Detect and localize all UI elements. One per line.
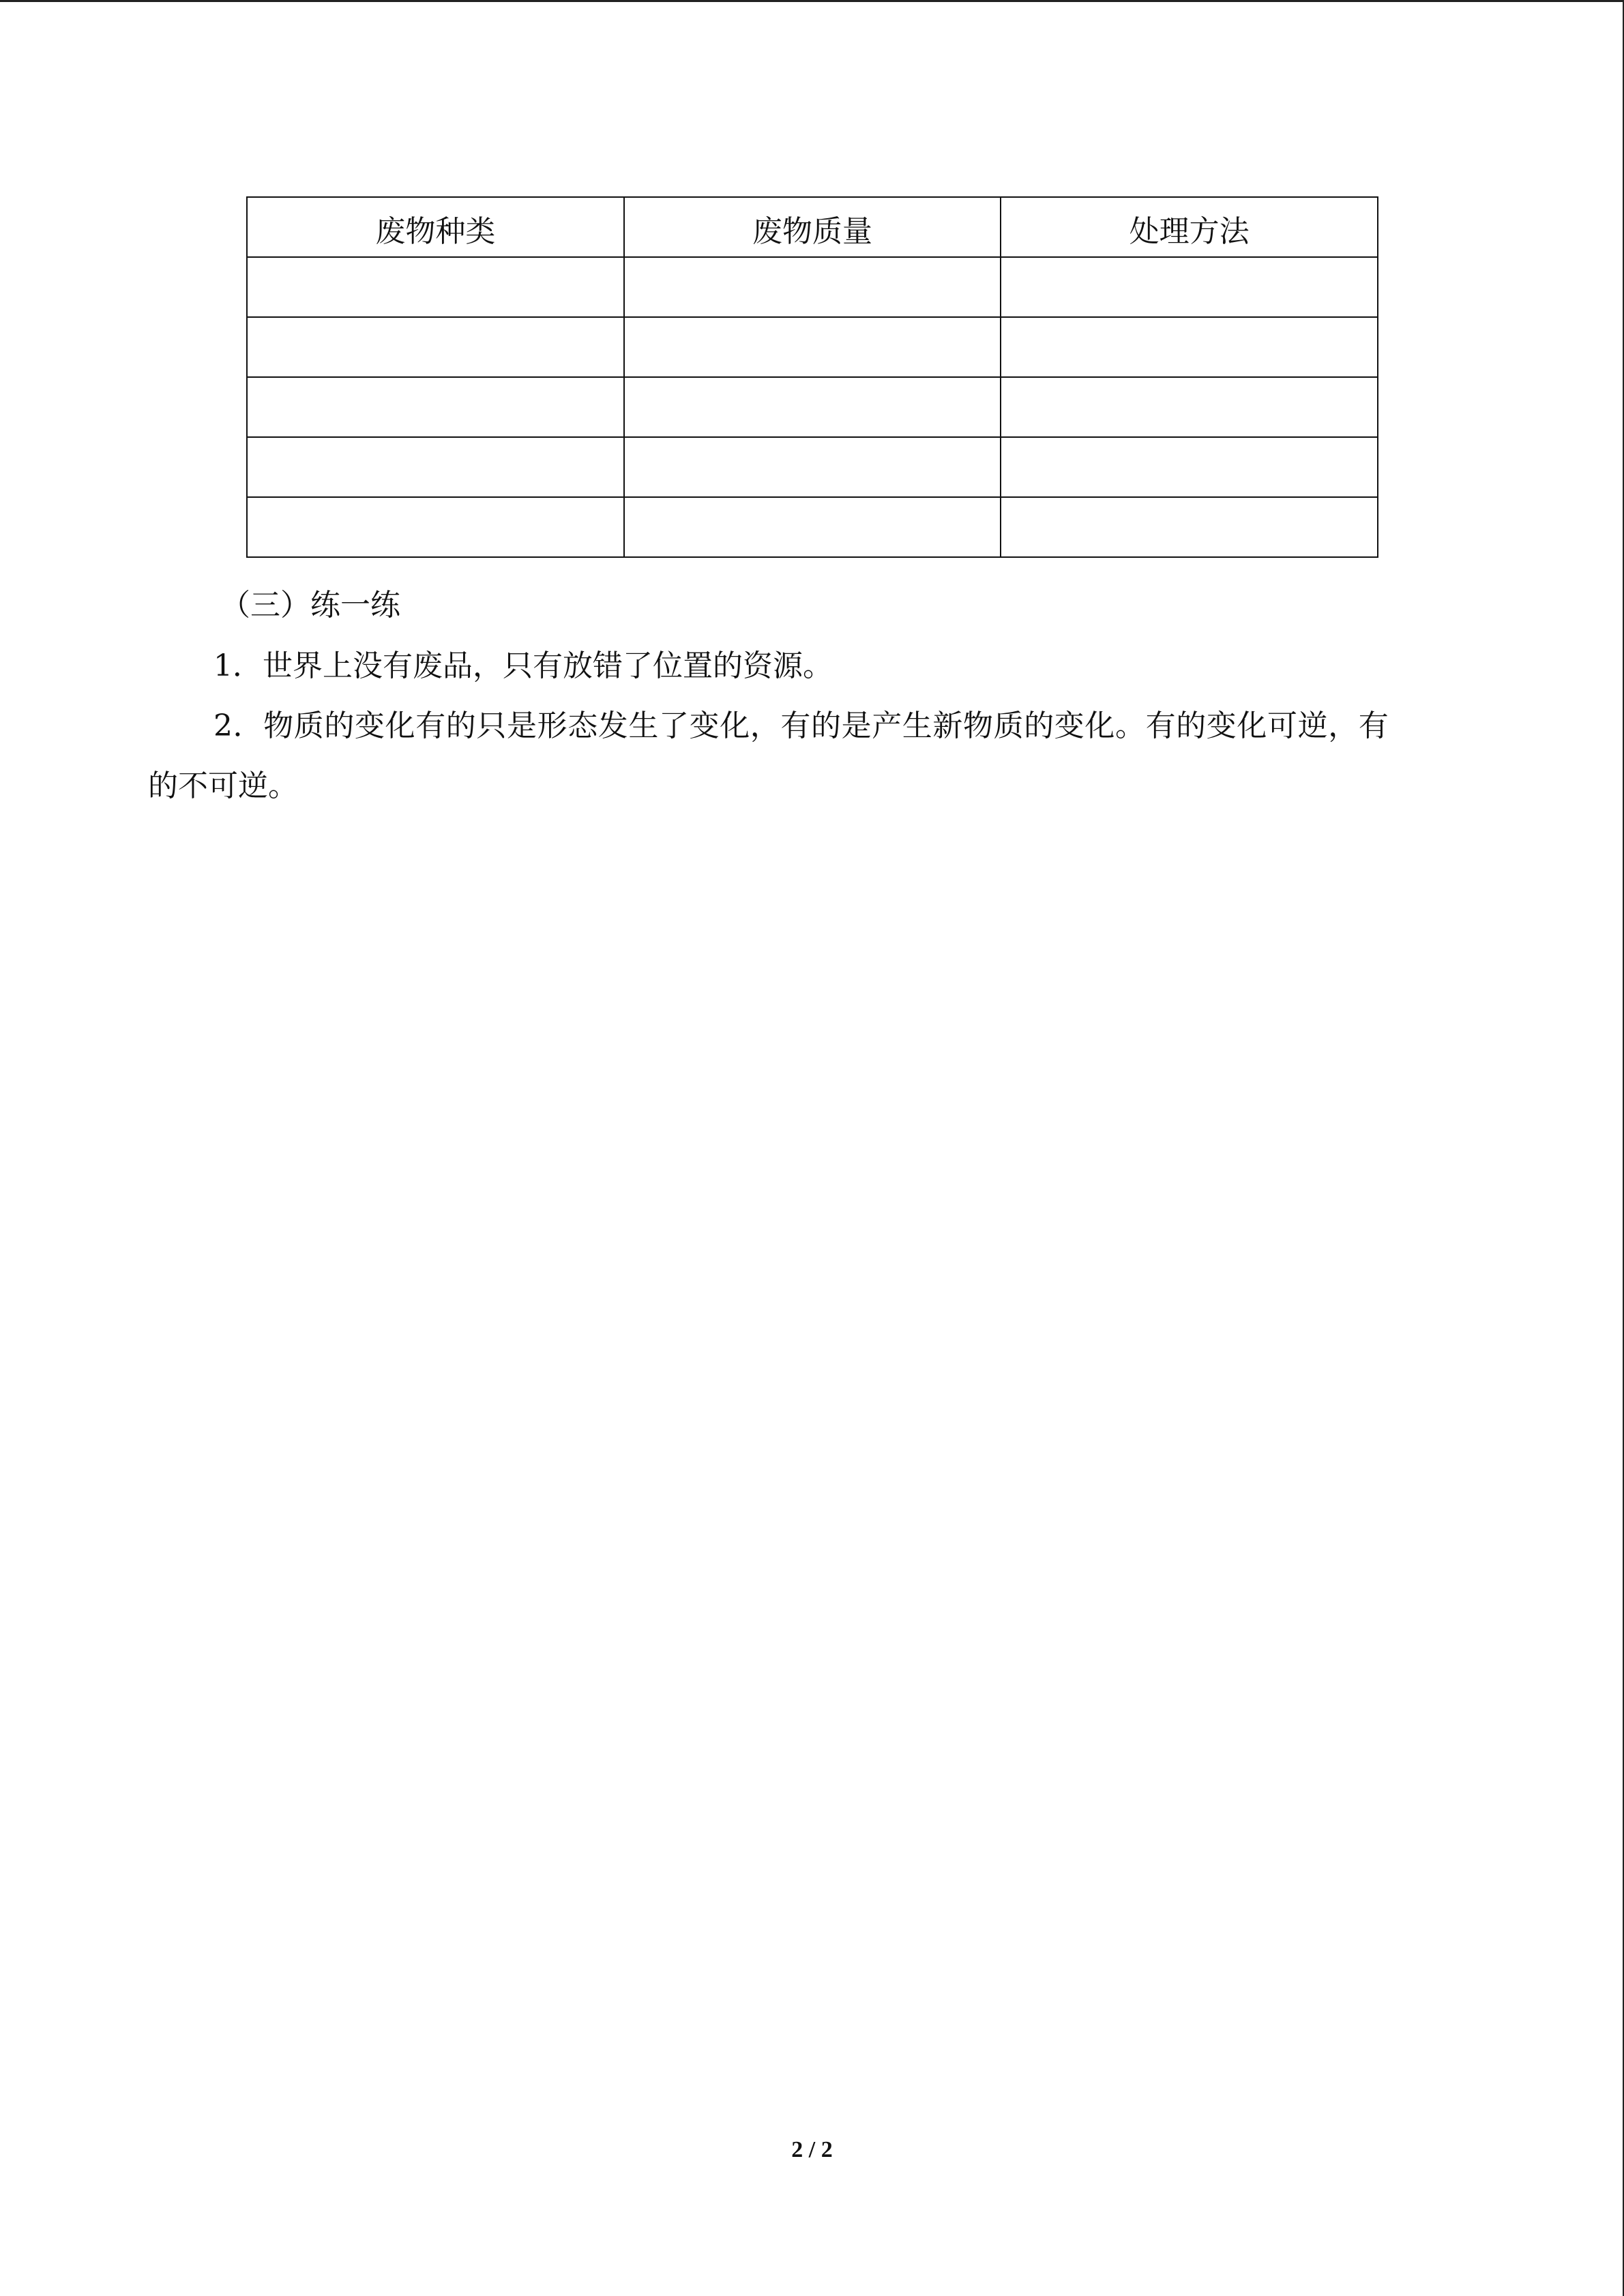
table-cell (1001, 377, 1378, 437)
table-cell (1001, 437, 1378, 497)
practice-item-2-continuation: 的不可逆。 (148, 769, 298, 803)
table-row (247, 257, 1378, 317)
table-cell (624, 317, 1001, 377)
header-waste-type: 废物种类 (247, 197, 624, 257)
table-row (247, 317, 1378, 377)
table-cell (247, 437, 624, 497)
practice-item-1: 1．世界上没有废品，只有放错了位置的资源。 (213, 648, 833, 683)
header-waste-mass: 废物质量 (624, 197, 1001, 257)
table-cell (247, 377, 624, 437)
table-cell (624, 497, 1001, 557)
table-cell (1001, 317, 1378, 377)
table-cell (1001, 257, 1378, 317)
table-cell (624, 257, 1001, 317)
header-treatment-method: 处理方法 (1001, 197, 1378, 257)
section-heading: （三）练一练 (220, 588, 400, 623)
page-number: 2 / 2 (791, 2137, 833, 2162)
waste-table (246, 196, 1378, 558)
table-cell (1001, 497, 1378, 557)
table-row (247, 377, 1378, 437)
table-cell (624, 437, 1001, 497)
practice-item-2: 2．物质的变化有的只是形态发生了变化，有的是产生新物质的变化。有的变化可逆，有 (213, 709, 1389, 743)
table-cell (247, 317, 624, 377)
table-row (247, 437, 1378, 497)
table-header-row (247, 197, 1378, 257)
table-cell (247, 257, 624, 317)
table-cell (624, 377, 1001, 437)
table-row (247, 497, 1378, 557)
table-cell (247, 497, 624, 557)
